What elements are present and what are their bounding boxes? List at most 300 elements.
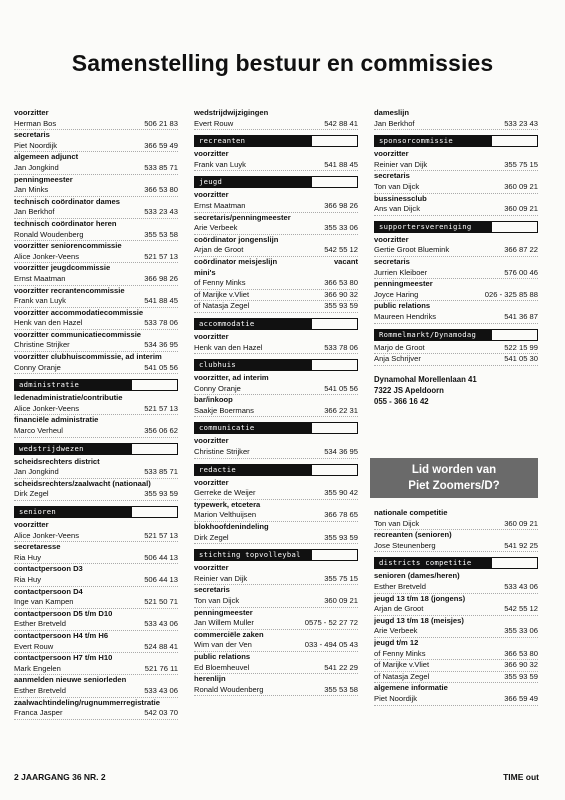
role-label: dameslijn xyxy=(374,108,410,117)
contact-name: Jose Steunenberg xyxy=(374,540,436,550)
list-block xyxy=(194,190,358,313)
contact-name: Frank van Luyk xyxy=(14,296,66,306)
phone-number: 533 78 06 xyxy=(144,318,178,328)
phone-number: 360 09 21 xyxy=(504,204,538,214)
role-label: public relations xyxy=(194,651,251,661)
contact-entry xyxy=(14,185,178,197)
role-label: blokhoofdenindeling xyxy=(194,522,269,532)
contact-entry xyxy=(14,340,178,352)
phone-number: 355 93 59 xyxy=(144,489,178,499)
list-block xyxy=(194,149,358,171)
contact-name: Arjan de Groot xyxy=(194,245,244,255)
join-contacts xyxy=(374,508,538,706)
contact-name: Jan Jongkind xyxy=(14,467,59,477)
contact-entry xyxy=(14,531,178,543)
contact-name: of Natasja Zegel xyxy=(194,301,250,311)
role-heading xyxy=(14,263,178,274)
role-label: voorzitter accommodatiecommissie xyxy=(14,307,144,317)
phone-number: 355 33 06 xyxy=(324,223,358,233)
phone-number: 033 - 494 05 43 xyxy=(304,640,358,650)
contact-name: Jan Jongkind xyxy=(14,162,59,172)
list-block xyxy=(374,571,538,705)
role-heading xyxy=(14,587,178,598)
contact-entry xyxy=(374,672,538,684)
role-label: recreanten (senioren) xyxy=(374,530,452,540)
phone-number: 506 44 13 xyxy=(144,574,178,584)
contact-name: Christine Strijker xyxy=(14,340,70,350)
contact-name: Joyce Haring xyxy=(374,289,419,299)
role-label: bussinessclub xyxy=(374,193,427,203)
phone-number: 541 05 30 xyxy=(504,354,538,364)
column-3 xyxy=(374,108,538,407)
role-label: mini's xyxy=(194,267,216,277)
phone-number: 541 22 29 xyxy=(324,662,358,672)
list-block xyxy=(14,457,178,501)
contact-name: Ton van Dijck xyxy=(194,596,240,605)
contact-entry xyxy=(374,343,538,355)
role-label: voorzitter, ad interim xyxy=(194,373,269,383)
contact-name: Evert Rouw xyxy=(194,118,234,128)
role-label: ledenadministratie/contributie xyxy=(14,393,123,403)
contact-entry xyxy=(374,354,538,366)
section-header: senioren xyxy=(14,506,178,518)
role-label: voorzitter xyxy=(14,108,49,117)
contact-name: of Fenny Minks xyxy=(374,648,426,658)
phone-number: 355 93 59 xyxy=(504,671,538,681)
contact-entry xyxy=(194,301,358,313)
role-label: scheidsrechters/zaalwacht (nationaal) xyxy=(14,478,151,488)
phone-number: 541 36 87 xyxy=(504,311,538,321)
role-heading xyxy=(374,616,538,627)
contact-name: Ria Huy xyxy=(14,552,42,562)
role-heading xyxy=(194,268,358,279)
contact-entry xyxy=(194,447,358,459)
contact-entry xyxy=(374,604,538,616)
role-heading xyxy=(374,638,538,649)
role-label: voorzitter xyxy=(194,436,229,446)
phone-number: 534 36 95 xyxy=(324,447,358,457)
role-label: technisch coördinator heren xyxy=(14,218,117,228)
role-heading xyxy=(194,630,358,641)
role-label: voorzitter seniorencommissie xyxy=(14,241,122,251)
contact-entry xyxy=(14,642,178,654)
role-label: algemeen adjunct xyxy=(14,152,79,162)
role-label: secretaris xyxy=(194,585,230,595)
contact-entry xyxy=(14,296,178,308)
list-block xyxy=(14,108,178,374)
contact-entry xyxy=(14,553,178,565)
phone-number: 533 23 43 xyxy=(504,118,538,128)
role-label: voorzitter xyxy=(374,149,409,159)
phone-number: 576 00 46 xyxy=(504,267,538,277)
contact-entry xyxy=(374,290,538,302)
role-label: jeugd 13 t/m 18 (jongens) xyxy=(374,593,466,603)
role-heading xyxy=(14,241,178,252)
phone-number: 506 44 13 xyxy=(144,552,178,562)
role-heading xyxy=(14,564,178,575)
phone-number: 355 93 59 xyxy=(324,532,358,542)
contact-entry xyxy=(374,312,538,324)
role-label: nationale competitie xyxy=(374,508,448,517)
contact-name: Ernst Maatman xyxy=(194,200,246,210)
contact-entry xyxy=(374,626,538,638)
section-header: Rommelmarkt/Dynamodag xyxy=(374,329,538,341)
role-heading xyxy=(374,530,538,541)
phone-number: 533 23 43 xyxy=(144,207,178,217)
phone-number: 026 - 325 85 88 xyxy=(484,289,538,299)
role-label: voorzitter recrantencommissie xyxy=(14,285,125,295)
contact-entry xyxy=(374,660,538,672)
role-label: penningmeester xyxy=(194,607,253,617)
contact-name: Arie Verbeek xyxy=(194,223,238,233)
role-heading xyxy=(14,352,178,363)
role-heading xyxy=(194,213,358,224)
contact-name: Ronald Woudenberg xyxy=(194,684,264,694)
address-line: 055 - 366 16 42 xyxy=(374,396,429,406)
role-heading xyxy=(194,563,358,574)
section-header: wedstrijdwezen xyxy=(14,443,178,455)
role-label: penningmeester xyxy=(374,279,433,289)
contact-name: Henk van den Hazel xyxy=(14,318,83,328)
section-header: stichting topvolleybal xyxy=(194,549,358,561)
role-label: commerciële zaken xyxy=(194,629,264,639)
phone-number: 366 59 49 xyxy=(144,140,178,150)
role-label: contactpersoon H4 t/m H6 xyxy=(14,630,109,640)
role-label: coördinator jongenslijn xyxy=(194,234,279,244)
phone-number: 542 55 12 xyxy=(504,604,538,614)
column-1 xyxy=(14,108,178,720)
role-heading xyxy=(14,698,178,709)
contact-entry xyxy=(194,685,358,697)
contact-entry xyxy=(374,694,538,706)
contact-entry xyxy=(194,201,358,213)
list-block xyxy=(194,373,358,417)
contact-name: Anja Schrijver xyxy=(374,354,421,364)
contact-name: Ernst Maatman xyxy=(14,273,66,283)
role-heading xyxy=(374,194,538,205)
role-heading xyxy=(194,608,358,619)
phone-number: 355 90 42 xyxy=(324,488,358,498)
section-header: districts competitie xyxy=(374,557,538,569)
contact-name: Ria Huy xyxy=(14,574,42,584)
role-heading xyxy=(14,393,178,404)
role-heading xyxy=(194,235,358,246)
list-block xyxy=(374,149,538,216)
role-label: voorzitter xyxy=(14,520,49,529)
contact-entry xyxy=(194,618,358,630)
contact-entry xyxy=(374,268,538,280)
contact-name: Jan Berkhof xyxy=(14,207,55,217)
role-heading xyxy=(14,542,178,553)
role-label: senioren (dames/heren) xyxy=(374,571,460,581)
contact-entry xyxy=(14,163,178,175)
phone-number: 366 90 32 xyxy=(504,660,538,670)
contact-name: Esther Bretveld xyxy=(374,581,426,591)
role-label: voorzitter xyxy=(374,234,409,244)
role-label: coördinator meisjeslijn xyxy=(194,256,278,266)
role-heading xyxy=(14,197,178,208)
contact-name: Alice Jonker-Veens xyxy=(14,251,80,261)
role-heading xyxy=(194,522,358,533)
phone-number: 366 22 31 xyxy=(324,405,358,415)
phone-number: 355 33 06 xyxy=(504,626,538,636)
list-block xyxy=(194,478,358,545)
list-block xyxy=(194,563,358,696)
role-heading xyxy=(194,652,358,663)
contact-name: Gerreke de Weijer xyxy=(194,488,256,498)
contact-entry xyxy=(14,597,178,609)
role-heading xyxy=(194,395,358,406)
phone-number: 0575 - 52 27 72 xyxy=(304,618,358,628)
phone-number: 366 53 80 xyxy=(504,648,538,658)
role-heading xyxy=(14,152,178,163)
role-heading xyxy=(374,108,538,119)
phone-number: 533 43 06 xyxy=(144,685,178,695)
role-heading xyxy=(14,609,178,620)
contact-name: Jan Minks xyxy=(14,185,49,195)
phone-number: 533 43 06 xyxy=(144,619,178,629)
contact-name: Esther Bretveld xyxy=(14,619,66,629)
role-label: voorzitter xyxy=(194,477,229,487)
contact-entry xyxy=(14,363,178,375)
role-heading xyxy=(14,675,178,686)
role-label: contactpersoon D5 t/m D10 xyxy=(14,608,113,618)
contact-name: Herman Bos xyxy=(14,118,57,128)
role-label: voorzitter xyxy=(194,149,229,159)
role-heading xyxy=(14,108,178,119)
address-line: Dynamohal Morellenlaan 41 xyxy=(374,374,477,384)
phone-number: 366 90 32 xyxy=(324,289,358,299)
contact-entry xyxy=(374,649,538,661)
contact-entry xyxy=(14,467,178,479)
contact-entry xyxy=(194,406,358,418)
list-block xyxy=(374,108,538,130)
contact-name: Esther Bretveld xyxy=(14,685,66,695)
section-header: supportersvereniging xyxy=(374,221,538,233)
contact-entry xyxy=(374,182,538,194)
contact-entry xyxy=(374,582,538,594)
role-heading xyxy=(194,257,358,268)
section-header: redactie xyxy=(194,464,358,476)
contact-name: Alice Jonker-Veens xyxy=(14,403,80,413)
contact-entry xyxy=(194,384,358,396)
phone-number: 366 53 80 xyxy=(144,185,178,195)
contact-entry xyxy=(194,596,358,608)
role-label: contactpersoon D4 xyxy=(14,586,83,596)
contact-name: Inge van Kampen xyxy=(14,597,74,607)
role-heading xyxy=(194,190,358,201)
role-heading xyxy=(14,631,178,642)
contact-name: of Marijke v.Vliet xyxy=(194,289,250,299)
section-header: sponsorcommissie xyxy=(374,135,538,147)
role-label: jeugd 13 t/m 18 (meisjes) xyxy=(374,615,464,625)
list-block xyxy=(374,235,538,324)
contact-name: Henk van den Hazel xyxy=(194,342,263,352)
contact-name: Evert Rouw xyxy=(14,641,54,651)
role-label: technisch coördinator dames xyxy=(14,196,120,206)
phone-number: 542 88 41 xyxy=(324,118,358,128)
role-label: penningmeester xyxy=(14,174,73,184)
phone-number: 533 43 06 xyxy=(504,581,538,591)
contact-name: Ton van Dijck xyxy=(374,181,420,191)
list-block xyxy=(374,508,538,552)
phone-number: 533 85 71 xyxy=(144,162,178,172)
phone-number: 366 59 49 xyxy=(504,693,538,703)
role-heading xyxy=(374,235,538,246)
list-block xyxy=(374,343,538,366)
section-header: administratie xyxy=(14,379,178,391)
join-banner xyxy=(370,458,538,498)
phone-number: 360 09 21 xyxy=(504,518,538,528)
section-header: accommodatie xyxy=(194,318,358,330)
section-header: jeugd xyxy=(194,176,358,188)
role-label: secretaris xyxy=(374,256,410,266)
role-heading xyxy=(14,330,178,341)
contact-name: Arjan de Groot xyxy=(374,604,424,614)
contact-entry xyxy=(374,119,538,131)
contact-name: Piet Noordijk xyxy=(14,140,58,150)
contact-name: Reinier van Dijk xyxy=(374,159,428,169)
phone-number: 534 36 95 xyxy=(144,340,178,350)
contact-entry xyxy=(194,343,358,355)
role-heading xyxy=(374,571,538,582)
phone-number: 360 09 21 xyxy=(324,596,358,605)
phone-number: 521 50 71 xyxy=(144,597,178,607)
contact-entry xyxy=(14,708,178,720)
role-label: aanmelden nieuwe seniorleden xyxy=(14,675,127,685)
phone-number: 541 05 56 xyxy=(324,383,358,393)
contact-entry xyxy=(194,223,358,235)
contact-name: Maureen Hendriks xyxy=(374,311,437,321)
contact-entry xyxy=(14,274,178,286)
contact-entry xyxy=(14,404,178,416)
contact-entry xyxy=(14,619,178,631)
phone-number: vacant xyxy=(333,256,358,266)
role-heading xyxy=(194,108,358,119)
contact-entry xyxy=(14,230,178,242)
list-block xyxy=(194,108,358,130)
role-heading xyxy=(194,478,358,489)
role-label: herenlijn xyxy=(194,674,226,684)
contact-entry xyxy=(374,160,538,172)
contact-name: Jan Willem Muller xyxy=(194,618,254,628)
role-label: public relations xyxy=(374,301,431,311)
list-block xyxy=(14,520,178,720)
phone-number: 355 75 15 xyxy=(504,159,538,169)
contact-entry xyxy=(14,489,178,501)
contact-name: Ed Bloemheuvel xyxy=(194,662,250,672)
role-heading xyxy=(14,653,178,664)
phone-number: 521 57 13 xyxy=(144,530,178,540)
contact-entry xyxy=(374,541,538,553)
role-label: secretaris xyxy=(14,130,50,140)
role-label: voorzitter jeugdcommissie xyxy=(14,263,111,273)
role-heading xyxy=(14,130,178,141)
contact-name: Ans van Dijck xyxy=(374,204,421,214)
list-block xyxy=(194,332,358,354)
section-header: recreanten xyxy=(194,135,358,147)
role-heading xyxy=(14,415,178,426)
contact-entry xyxy=(194,290,358,302)
contact-entry xyxy=(14,686,178,698)
phone-number: 506 21 83 xyxy=(144,118,178,128)
role-label: contactpersoon H7 t/m H10 xyxy=(14,653,113,663)
contact-name: Franca Jasper xyxy=(14,708,63,718)
phone-number: 533 78 06 xyxy=(324,342,358,352)
footer-issue: 2 JAARGANG 36 NR. 2 xyxy=(14,772,106,782)
phone-number: 522 15 99 xyxy=(504,342,538,352)
contact-entry xyxy=(194,278,358,290)
phone-number: 366 53 80 xyxy=(324,278,358,288)
contact-name: Dirk Zegel xyxy=(14,489,49,499)
phone-number: 355 75 15 xyxy=(324,573,358,583)
contact-entry xyxy=(14,318,178,330)
contact-name: Ton van Dijck xyxy=(374,518,420,528)
contact-name: Jan Berkhof xyxy=(374,118,415,128)
role-heading xyxy=(194,500,358,511)
list-block xyxy=(14,393,178,437)
contact-name: Conny Oranje xyxy=(14,362,61,372)
role-label: voorzitter xyxy=(194,563,229,573)
role-label: algemene informatie xyxy=(374,683,448,693)
contact-entry xyxy=(14,664,178,676)
contact-name: Dirk Zegel xyxy=(194,532,229,542)
phone-number: 355 53 58 xyxy=(324,684,358,694)
role-label: zaalwachtindeling/rugnummerregistratie xyxy=(14,697,161,707)
phone-number: 356 06 62 xyxy=(144,426,178,436)
contact-name: of Marijke v.Vliet xyxy=(374,660,430,670)
phone-number: 521 57 13 xyxy=(144,403,178,413)
role-heading xyxy=(374,508,538,519)
role-heading xyxy=(194,149,358,160)
role-label: voorzitter communicatiecommissie xyxy=(14,329,142,339)
phone-number: 541 05 56 xyxy=(144,362,178,372)
contact-entry xyxy=(14,426,178,438)
phone-number: 366 98 26 xyxy=(324,200,358,210)
role-heading xyxy=(374,171,538,182)
contact-name: Alice Jonker-Veens xyxy=(14,530,80,540)
contact-name: of Fenny Minks xyxy=(194,278,246,288)
role-heading xyxy=(14,219,178,230)
phone-number: 366 98 26 xyxy=(144,273,178,283)
join-banner-line: Lid worden van xyxy=(411,464,497,476)
phone-number: 366 78 65 xyxy=(324,510,358,520)
contact-name: Arie Verbeek xyxy=(374,626,418,636)
phone-number: 541 88 45 xyxy=(324,159,358,169)
role-label: wedstrijdwijzigingen xyxy=(194,108,269,117)
contact-name: Christine Strijker xyxy=(194,447,250,457)
role-heading xyxy=(374,279,538,290)
contact-entry xyxy=(14,252,178,264)
role-heading xyxy=(14,457,178,468)
role-heading xyxy=(14,286,178,297)
role-label: secretaresse xyxy=(14,542,61,552)
phone-number: 360 09 21 xyxy=(504,181,538,191)
phone-number: 541 88 45 xyxy=(144,296,178,306)
role-heading xyxy=(14,520,178,531)
contact-entry xyxy=(194,160,358,172)
role-heading xyxy=(14,479,178,490)
role-heading xyxy=(194,436,358,447)
contact-entry xyxy=(194,245,358,257)
phone-number: 521 76 11 xyxy=(144,663,178,673)
contact-name: Reinier van Dijk xyxy=(194,573,248,583)
phone-number: 355 53 58 xyxy=(144,229,178,239)
phone-number: 542 55 12 xyxy=(324,245,358,255)
role-heading xyxy=(14,175,178,186)
role-label: bar/inkoop xyxy=(194,395,233,405)
role-label: scheidsrechters district xyxy=(14,456,100,466)
